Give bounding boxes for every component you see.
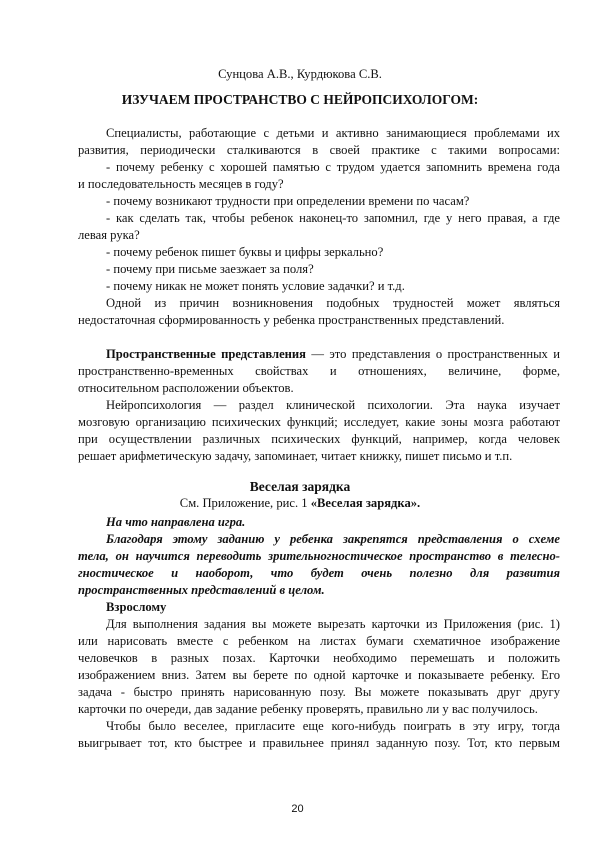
neuro-line: при осуществлении различных психических функций, например, когда человек	[78, 432, 560, 446]
intro-line: развития, периодически сталкиваются в своей практике с такими вопросами:	[78, 143, 560, 157]
question-item-cont: и последовательность месяцев в году?	[78, 177, 284, 191]
question-item-cont: левая рука?	[78, 228, 140, 242]
question-item: - почему ребенок пишет буквы и цифры зеркально?	[106, 245, 384, 259]
instruction-line: человечков в разных позах. Карточки необходимо перемешать и положить	[78, 651, 560, 665]
intro-line: Специалисты, работающие с детьми и активно занимающиеся проблемами их	[106, 126, 560, 140]
authors: Сунцова А.В., Курдюкова С.В.	[218, 67, 382, 81]
neuro-line: решает арифметическую задачу, запоминает, читает книжку, пишет письмо и т.п.	[78, 449, 513, 463]
instruction-line: задача - быстро принять нарисованную позу. Вы можете показывать друг другу	[78, 685, 560, 699]
section-reference: См. Приложение, рис. 1 «Веселая зарядка».	[179, 496, 421, 510]
instruction-line: Чтобы было веселее, пригласите еще кого-нибудь поиграть в эту игру, тогда	[106, 719, 560, 733]
instruction-line: Для выполнения задания вы можете вырезать карточки из Приложения (рис. 1)	[106, 617, 560, 631]
question-item: - как сделать так, чтобы ребенок наконец-то запомнил, где у него правая, а где	[106, 211, 560, 225]
question-item: - почему ребенку с хорошей памятью с трудом удается запомнить времена года	[106, 160, 560, 174]
term-bold: Пространственные представления	[106, 347, 306, 361]
question-item: - почему никак не может понять условие задачки? и т.д.	[106, 279, 405, 293]
conclusion-line: недостаточная сформированность у ребенка пространственных представлений.	[78, 313, 505, 327]
neuro-line: Нейропсихология — раздел клинической психологии. Эта наука изучает	[106, 398, 560, 412]
section-heading: Веселая зарядка	[249, 479, 351, 494]
definition-line: пространственно-временных свойствах и отношениях, величине, форме,	[78, 364, 560, 378]
page-title: ИЗУЧАЕМ ПРОСТРАНСТВО С НЕЙРОПСИХОЛОГОМ:	[121, 92, 479, 107]
aim-line: гностическое и наоборот, что будет очень полезно для развития	[78, 566, 560, 580]
adult-label: Взрослому	[106, 600, 167, 614]
neuro-line: мозговую организацию психических функций; исследует, какие зоны мозга работают	[78, 415, 560, 429]
conclusion-line: Одной из причин возникновения подобных трудностей может являться	[106, 296, 560, 310]
question-item: - почему возникают трудности при определении времени по часам?	[106, 194, 470, 208]
instruction-line: выигрывает тот, кто быстрее и правильнее принял заданную позу. Тот, кто первым	[78, 736, 560, 750]
definition-line: относительном расположении объектов.	[78, 381, 294, 395]
instruction-line: карточки по очереди, дав задание ребенку проверять, правильно ли у вас получилось.	[78, 702, 538, 716]
aim-line: Благодаря этому заданию у ребенка закрепятся представления о схеме	[106, 532, 560, 546]
page-number: 20	[291, 803, 304, 815]
aim-line: тела, он научится переводить зрительногностическое пространство в телесно-	[78, 549, 560, 563]
aim-line: пространственных представлений в целом.	[78, 583, 325, 597]
aim-label: На что направлена игра.	[106, 515, 246, 529]
instruction-line: или нарисовать вместе с ребенком на листах бумаги схематичное изображение	[78, 634, 560, 648]
definition-line: Пространственные представления — это представления о пространственных и	[106, 347, 560, 361]
instruction-line: изображением вниз. Затем вы берете по одной карточке и показываете ребенку. Его	[78, 668, 560, 682]
question-item: - почему при письме заезжает за поля?	[106, 262, 314, 276]
